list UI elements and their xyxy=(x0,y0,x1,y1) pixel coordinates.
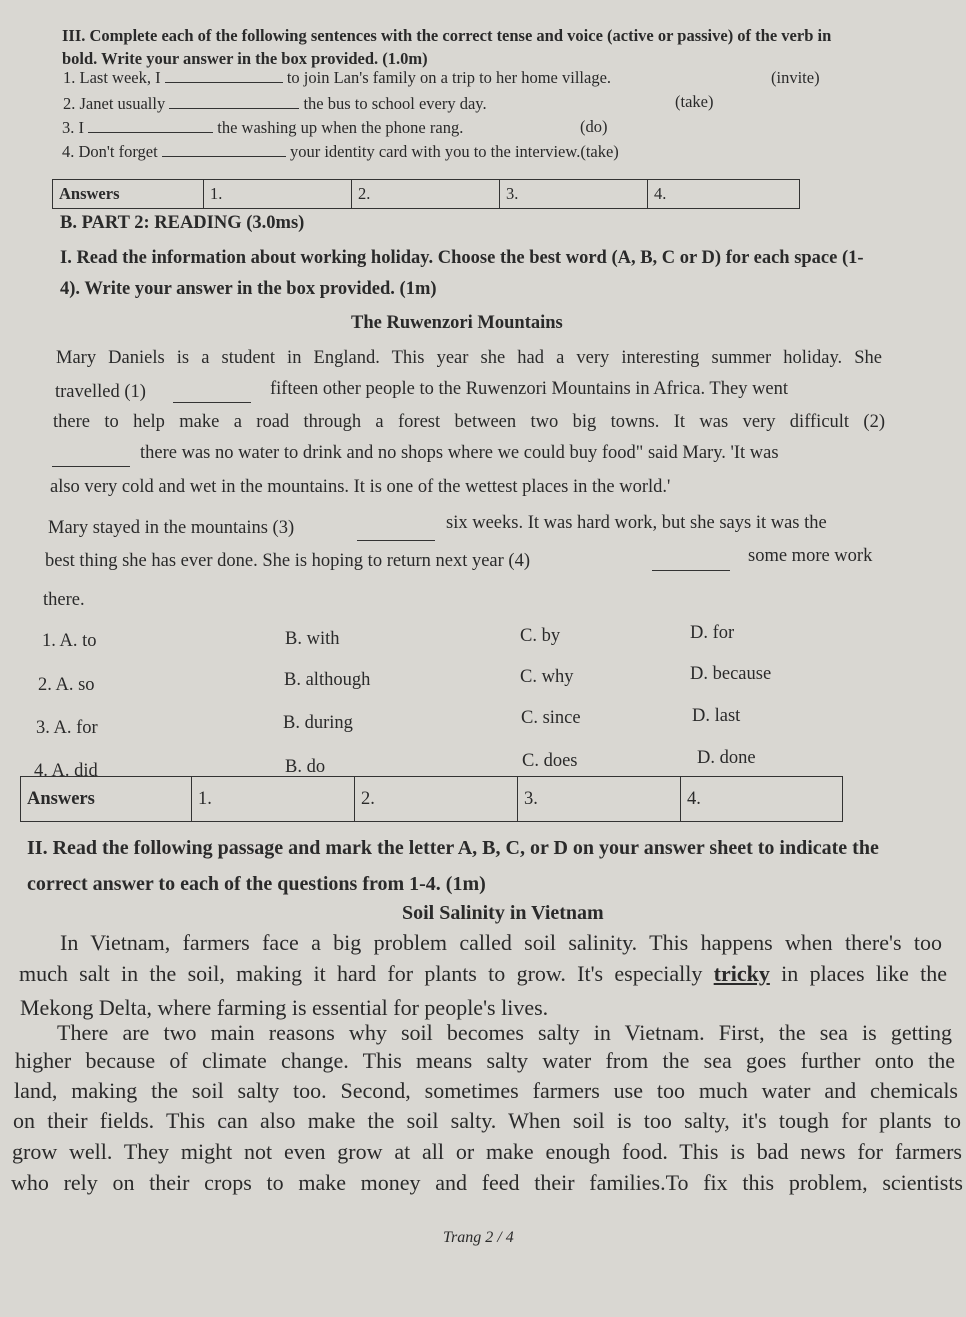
answer-cell-4[interactable]: 4. xyxy=(648,180,800,209)
s3-item-3 xyxy=(62,118,463,138)
q4-option-b: B. do xyxy=(285,757,326,777)
passage1-line-2a: travelled (1) xyxy=(55,382,146,402)
item-text: your identity card with you to the interview. xyxy=(289,142,581,161)
passage2-p1-line-1: In Vietnam, farmers face a big problem called soil salinity. This happens when there's too xyxy=(60,930,942,955)
s3-item-2 xyxy=(63,94,487,114)
reading2-title: Soil Salinity in Vietnam xyxy=(402,902,604,924)
passage1-line-8: there. xyxy=(43,590,85,610)
reading1-title: The Ruwenzori Mountains xyxy=(351,313,563,333)
s3-verb-1: (invite) xyxy=(771,68,820,87)
q2-option-a: 2. A. so xyxy=(38,675,95,695)
passage2-p2-line-4: on their fields. This can also make the soil salty. When soil is too salty, it's tough for plants to xyxy=(13,1108,961,1133)
answer-blank[interactable] xyxy=(169,108,299,109)
page-number: Trang 2 / 4 xyxy=(443,1229,514,1246)
passage-text: much salt in the soil, making it hard for plants to grow. It's especially xyxy=(19,961,703,986)
answers-label: Answers xyxy=(21,777,192,822)
passage2-p2-line-3: land, making the soil salty too. Second, sometimes farmers use too much water and chemicals xyxy=(14,1078,958,1103)
answers-label: Answers xyxy=(53,180,204,209)
s3-verb-2: (take) xyxy=(675,92,714,111)
item-text: the washing up when the phone rang. xyxy=(217,118,464,137)
item-text: to join Lan's family on a trip to her home village. xyxy=(286,68,612,87)
q2-option-c: C. why xyxy=(520,667,574,687)
reading1-instruction: I. Read the information about working holiday. Choose the best word (A, B, C or D) for each space (1-4). Write your answer in the box provided. (1m) xyxy=(60,248,864,299)
q3-option-c: C. since xyxy=(521,708,581,728)
q3-option-a: 3. A. for xyxy=(36,718,98,738)
passage2-p1-line-3: Mekong Delta, where farming is essential for people's lives. xyxy=(20,995,549,1020)
answer-blank[interactable] xyxy=(162,156,286,157)
s3-item-1 xyxy=(63,68,611,88)
item-text: the bus to school every day. xyxy=(303,94,487,113)
passage2-p1-line-2 xyxy=(19,961,947,987)
q1-option-a: 1. A. to xyxy=(42,631,97,651)
passage1-blank-2[interactable] xyxy=(52,466,130,467)
q1-option-d: D. for xyxy=(690,623,735,643)
passage1-line-1: Mary Daniels is a student in England. This year she had a very interesting summer holiday. She xyxy=(56,348,882,368)
reading2-instruction: II. Read the following passage and mark the letter A, B, C, or D on your answer sheet to indicate the correct answer to each of the questions from 1-4. (1m) xyxy=(27,837,879,895)
reading1-answer-table xyxy=(20,776,843,822)
item-text: 4. Don't forget xyxy=(62,142,158,161)
answer-cell-1[interactable]: 1. xyxy=(192,777,355,822)
q2-option-b: B. although xyxy=(284,670,371,690)
q3-option-d: D. last xyxy=(692,706,741,726)
q1-option-c: C. by xyxy=(520,626,561,646)
passage1-line-7b: some more work xyxy=(748,546,873,566)
passage1-blank-3[interactable] xyxy=(357,540,435,541)
passage1-line-2b: fifteen other people to the Ruwenzori Mountains in Africa. They went xyxy=(270,379,789,399)
q3-option-b: B. during xyxy=(283,713,353,733)
item-text: 1. Last week, I xyxy=(63,68,161,87)
passage1-line-6b: six weeks. It was hard work, but she says it was the xyxy=(446,513,827,533)
passage1-blank-4[interactable] xyxy=(652,570,730,571)
passage1-blank-1[interactable] xyxy=(173,402,251,403)
passage-text: in places like the xyxy=(781,961,948,986)
s3-item-4 xyxy=(62,142,619,162)
answer-cell-2[interactable]: 2. xyxy=(352,180,500,209)
passage1-line-5: also very cold and wet in the mountains. It is one of the wettest places in the world.' xyxy=(50,477,671,497)
answer-cell-1[interactable]: 1. xyxy=(204,180,352,209)
passage1-line-4: there was no water to drink and no shops where we could buy food" said Mary. 'It was xyxy=(140,443,779,463)
q1-option-b: B. with xyxy=(285,629,340,649)
s3-verb-3: (do) xyxy=(580,117,608,136)
passage2-p2-line-5: grow well. They might not even grow at all or make enough food. This is bad news for farmers xyxy=(12,1139,962,1164)
passage2-p2-line-1: There are two main reasons why soil becomes salty in Vietnam. First, the sea is getting xyxy=(57,1020,952,1045)
q4-option-a: 4. A. did xyxy=(34,761,98,781)
answer-cell-4[interactable]: 4. xyxy=(681,777,843,822)
answer-cell-3[interactable]: 3. xyxy=(500,180,648,209)
passage2-p2-line-2: higher because of climate change. This means salty water from the sea goes further onto the xyxy=(15,1048,955,1073)
s3-answer-table xyxy=(52,179,800,209)
passage2-p2-line-6: who rely on their crops to make money and feed their families.To fix this problem, scientists xyxy=(11,1170,963,1195)
q4-option-d: D. done xyxy=(697,748,756,768)
passage1-line-7a: best thing she has ever done. She is hoping to return next year (4) xyxy=(45,551,530,571)
answer-blank[interactable] xyxy=(88,132,213,133)
underlined-word: tricky xyxy=(713,961,770,986)
q4-option-c: C. does xyxy=(522,751,578,771)
item-text: 3. I xyxy=(62,118,84,137)
answer-cell-3[interactable]: 3. xyxy=(518,777,681,822)
part2-title: B. PART 2: READING (3.0ms) xyxy=(60,213,305,233)
passage1-line-6a: Mary stayed in the mountains (3) xyxy=(48,518,295,538)
item-text: 2. Janet usually xyxy=(63,94,166,113)
answer-blank[interactable] xyxy=(165,82,283,83)
passage1-line-3: there to help make a road through a forest between two big towns. It was very difficult (2) xyxy=(53,412,885,432)
q2-option-d: D. because xyxy=(690,664,772,684)
item-verb: (take) xyxy=(580,142,619,161)
section3-heading: III. Complete each of the following sentences with the correct tense and voice (active or passive) of the verb in bold. Write your answer in the box provided. (1.0m) xyxy=(62,26,832,68)
answer-cell-2[interactable]: 2. xyxy=(355,777,518,822)
